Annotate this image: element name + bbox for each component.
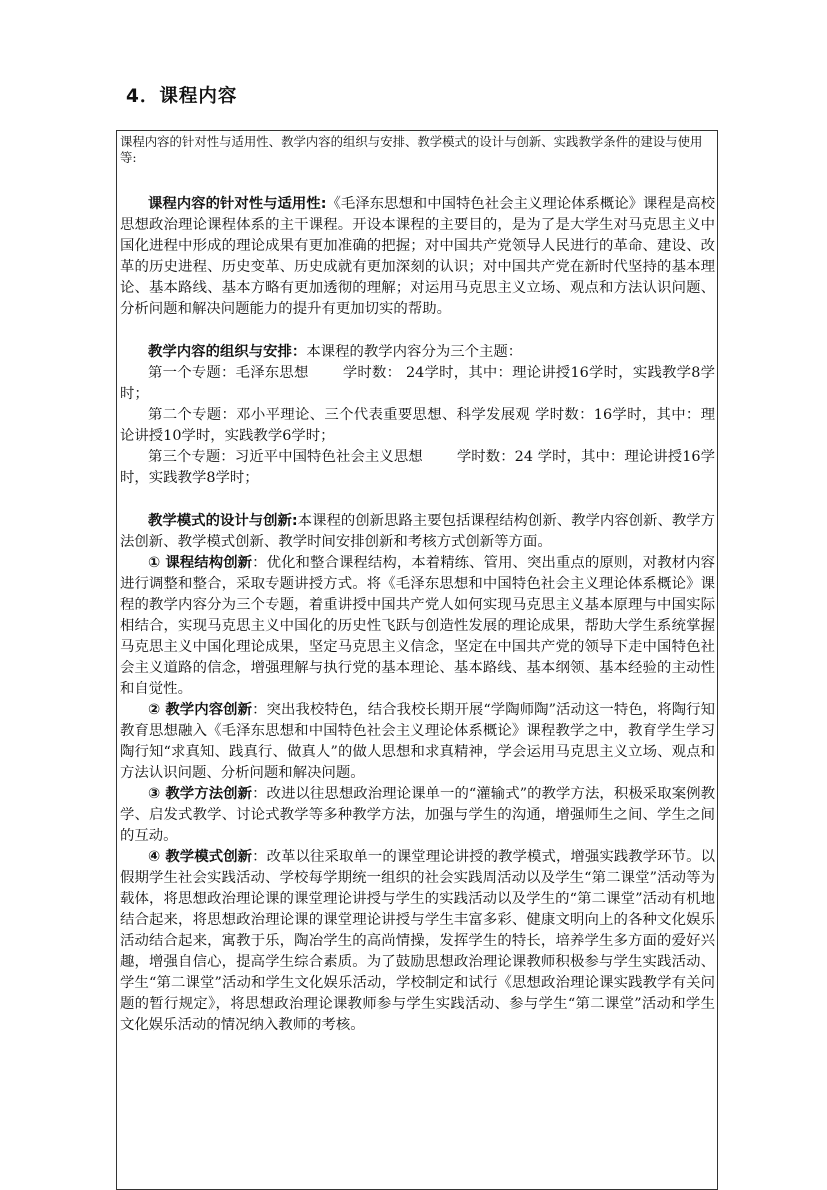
item-title: ④ 教学模式创新 bbox=[148, 849, 253, 865]
innovation-item-4 bbox=[120, 847, 715, 1036]
section-heading: 4．课程内容 bbox=[126, 86, 238, 107]
topic-name: 第三个专题：习近平中国特色社会主义思想 bbox=[148, 449, 423, 465]
paragraph-innovation bbox=[120, 511, 715, 553]
paragraph-title: 教学内容的组织与安排： bbox=[148, 344, 307, 360]
paragraph-applicability bbox=[120, 194, 715, 320]
item-title: ① 课程结构创新 bbox=[148, 555, 253, 571]
topic-hours: 学时数：24 学时，其中：理论讲授16学时，实践教学8学时； bbox=[120, 449, 715, 486]
paragraph-title: 教学模式的设计与创新: bbox=[148, 513, 298, 529]
item-text: ：突出我校特色，结合我校长期开展“学陶师陶”活动这一特色，将陶行知教育思想融入《毛泽东思想和中国特色社会主义理论体系概论》课程教学之中，教育学生学习陶行知“求真知、践真行、做真人”的做人思想和求真精神，学会运用马克思主义立场、观点和方法认识问题、分析问题和解决问题。 bbox=[120, 702, 716, 781]
content-box bbox=[116, 130, 718, 1190]
field-hint: 课程内容的针对性与适用性、教学内容的组织与安排、教学模式的设计与创新、实践教学条件的建设与使用等: bbox=[120, 134, 703, 165]
item-title: ② 教学内容创新 bbox=[148, 702, 253, 718]
paragraph-organization bbox=[120, 342, 715, 363]
innovation-item-1 bbox=[120, 553, 715, 700]
topic-1 bbox=[120, 363, 715, 405]
paragraph-text: 《毛泽东思想和中国特色社会主义理论体系概论》课程是高校思想政治理论课程体系的主干课程。开设本课程的主要目的，是为了是大学生对马克思主义中国化进程中形成的理论成果有更加准确的把握；对中国共产党领导人民进行的革命、建设、改革的历史进程、历史变革、历史成就有更加深刻的认识；对中国共产党在新时代坚持的基本理论、基本路线、基本方略有更加透彻的理解；对运用马克思主义立场、观点和方法认识问题、分析问题和解决问题能力的提升有更加切实的帮助。 bbox=[120, 196, 716, 317]
topic-hours: 学时数： 24学时，其中：理论讲授16学时，实践教学8学时； bbox=[120, 365, 715, 402]
content-body bbox=[120, 194, 715, 1036]
paragraph-text: 本课程的教学内容分为三个主题： bbox=[306, 344, 523, 360]
topic-2: 第二个专题：邓小平理论、三个代表重要思想、科学发展观 学时数：16学时，其中：理论讲授10学时，实践教学6学时； bbox=[120, 407, 715, 444]
item-text: ：改革以往采取单一的课堂理论讲授的教学模式，增强实践教学环节。以假期学生社会实践活动、学校每学期统一组织的社会实践周活动以及学生“第二课堂”活动等为载体，将思想政治理论课的课堂理论讲授与学生的实践活动以及学生的“第二课堂”活动有机地结合起来，将思想政治理论课的课堂理论讲授与学生丰富多彩、健康文明向上的各种文化娱乐活动结合起来，寓教于乐，陶冶学生的高尚情操，发挥学生的特长，培养学生多方面的爱好兴趣，增强自信心，提高学生综合素质。为了鼓励思想政治理论课教师积极参与学生实践活动、学生“第二课堂”活动和学生文化娱乐活动，学校制定和试行《思想政治理论课实践教学有关问题的暂行规定》，将思想政治理论课教师参与学生实践活动、参与学生“第二课堂”活动和学生文化娱乐活动的情况纳入教师的考核。 bbox=[120, 849, 715, 1033]
topic-3 bbox=[120, 447, 715, 489]
innovation-item-2 bbox=[120, 700, 715, 784]
paragraph-text: 本课程的创新思路主要包括课程结构创新、教学内容创新、教学方法创新、教学模式创新、教学时间安排创新和考核方式创新等方面。 bbox=[120, 513, 716, 550]
item-title: ③ 教学方法创新 bbox=[148, 786, 253, 802]
item-text: ：优化和整合课程结构，本着精练、管用、突出重点的原则，对教材内容进行调整和整合，采取专题讲授方式。将《毛泽东思想和中国特色社会主义理论体系概论》课程的教学内容分为三个专题，着重讲授中国共产党人如何实现马克思主义基本原理与中国实际相结合，实现马克思主义中国化的历史性飞跃与创造性发展的理论成果，帮助大学生系统掌握马克思主义中国化理论成果，坚定马克思主义信念，坚定在中国共产党的领导下走中国特色社会主义道路的信念，增强理解与执行党的基本理论、基本路线、基本纲领、基本经验的主动性和自觉性。 bbox=[120, 555, 715, 697]
innovation-item-3 bbox=[120, 784, 715, 847]
paragraph-title: 课程内容的针对性与适用性: bbox=[148, 196, 327, 212]
item-text: ：改进以往思想政治理论课单一的“灌输式”的教学方法，积极采取案例教学、启发式教学、讨论式教学等多种教学方法，加强与学生的沟通，增强师生之间、学生之间的互动。 bbox=[120, 786, 716, 844]
topic-name: 第一个专题：毛泽东思想 bbox=[148, 365, 309, 381]
